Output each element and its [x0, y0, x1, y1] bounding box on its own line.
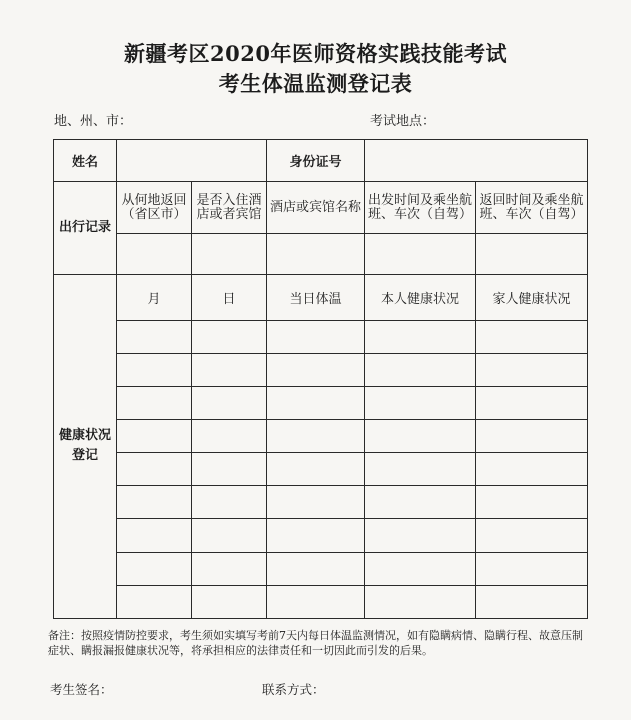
- travel-header-return: 返回时间及乘坐航班、车次（自驾）: [476, 182, 588, 234]
- health-entry-row: [54, 420, 588, 453]
- travel-hotel-stay-cell[interactable]: [192, 234, 267, 274]
- name-row: [54, 140, 588, 182]
- day-cell[interactable]: [192, 585, 267, 618]
- day-cell[interactable]: [192, 320, 267, 353]
- self-status-cell[interactable]: [365, 519, 476, 552]
- travel-hotel-name-cell[interactable]: [267, 234, 365, 274]
- temperature-cell[interactable]: [267, 353, 365, 386]
- day-cell[interactable]: [192, 386, 267, 419]
- health-entry-row: [54, 386, 588, 419]
- travel-return-cell[interactable]: [476, 234, 588, 274]
- travel-header-origin: 从何地返回（省区市）: [117, 182, 192, 234]
- travel-departure-cell[interactable]: [365, 234, 476, 274]
- family-status-cell[interactable]: [476, 320, 588, 353]
- self-status-cell[interactable]: [365, 453, 476, 486]
- family-status-cell[interactable]: [476, 519, 588, 552]
- travel-origin-cell[interactable]: [117, 234, 192, 274]
- self-status-cell[interactable]: [365, 585, 476, 618]
- name-label: 姓名: [54, 140, 117, 182]
- travel-entry-row: [54, 234, 588, 274]
- travel-header-hotel-stay: 是否入住酒店或者宾馆: [192, 182, 267, 234]
- id-number-field[interactable]: [365, 140, 588, 182]
- month-cell[interactable]: [117, 585, 192, 618]
- health-entry-row: [54, 320, 588, 353]
- health-entry-row: [54, 519, 588, 552]
- health-entry-row: [54, 552, 588, 585]
- temperature-form-table: [53, 139, 588, 619]
- temperature-cell[interactable]: [267, 420, 365, 453]
- family-status-cell[interactable]: [476, 386, 588, 419]
- day-cell[interactable]: [192, 353, 267, 386]
- health-record-label: 健康状况登记: [54, 274, 117, 618]
- month-cell[interactable]: [117, 386, 192, 419]
- travel-header-row: [54, 182, 588, 234]
- self-status-cell[interactable]: [365, 320, 476, 353]
- health-header-temperature: 当日体温: [267, 274, 365, 320]
- health-entry-row: [54, 585, 588, 618]
- form-note: 备注：按照疫情防控要求，考生须如实填写考前7天内每日体温监测情况，如有隐瞒病情、隐瞒行程、故意压制症状、瞒报漏报健康状况等，将承担相应的法律责任和一切因此而引发的后果。: [48, 629, 583, 657]
- id-number-label: 身份证号: [267, 140, 365, 182]
- health-header-day: 日: [192, 274, 267, 320]
- day-cell[interactable]: [192, 552, 267, 585]
- family-status-cell[interactable]: [476, 486, 588, 519]
- travel-header-departure: 出发时间及乘坐航班、车次（自驾）: [365, 182, 476, 234]
- month-cell[interactable]: [117, 320, 192, 353]
- health-entry-row: [54, 353, 588, 386]
- temperature-cell[interactable]: [267, 552, 365, 585]
- month-cell[interactable]: [117, 552, 192, 585]
- month-cell[interactable]: [117, 519, 192, 552]
- day-cell[interactable]: [192, 420, 267, 453]
- self-status-cell[interactable]: [365, 353, 476, 386]
- travel-header-hotel-name: 酒店或宾馆名称: [267, 182, 365, 234]
- month-cell[interactable]: [117, 353, 192, 386]
- health-header-self-status: 本人健康状况: [365, 274, 476, 320]
- day-cell[interactable]: [192, 519, 267, 552]
- health-header-row: [54, 274, 588, 320]
- health-header-month: 月: [117, 274, 192, 320]
- form-title: 新疆考区2020年医师资格实践技能考试: [124, 41, 507, 66]
- self-status-cell[interactable]: [365, 386, 476, 419]
- signature-label: 考生签名：: [50, 682, 113, 697]
- month-cell[interactable]: [117, 486, 192, 519]
- month-cell[interactable]: [117, 453, 192, 486]
- family-status-cell[interactable]: [476, 552, 588, 585]
- temperature-cell[interactable]: [267, 519, 365, 552]
- health-header-family-status: 家人健康状况: [476, 274, 588, 320]
- day-cell[interactable]: [192, 453, 267, 486]
- health-entry-row: [54, 453, 588, 486]
- temperature-cell[interactable]: [267, 585, 365, 618]
- exam-site-label: 考试地点：: [370, 114, 436, 129]
- temperature-cell[interactable]: [267, 486, 365, 519]
- family-status-cell[interactable]: [476, 453, 588, 486]
- temperature-cell[interactable]: [267, 386, 365, 419]
- travel-record-label: 出行记录: [54, 182, 117, 274]
- family-status-cell[interactable]: [476, 420, 588, 453]
- day-cell[interactable]: [192, 486, 267, 519]
- region-label: 地、州、市：: [54, 114, 133, 129]
- temperature-cell[interactable]: [267, 320, 365, 353]
- contact-label: 联系方式：: [262, 682, 325, 697]
- self-status-cell[interactable]: [365, 552, 476, 585]
- month-cell[interactable]: [117, 420, 192, 453]
- family-status-cell[interactable]: [476, 585, 588, 618]
- self-status-cell[interactable]: [365, 486, 476, 519]
- form-subtitle: 考生体温监测登记表: [218, 71, 413, 96]
- family-status-cell[interactable]: [476, 353, 588, 386]
- temperature-cell[interactable]: [267, 453, 365, 486]
- name-field[interactable]: [117, 140, 267, 182]
- health-entry-row: [54, 486, 588, 519]
- self-status-cell[interactable]: [365, 420, 476, 453]
